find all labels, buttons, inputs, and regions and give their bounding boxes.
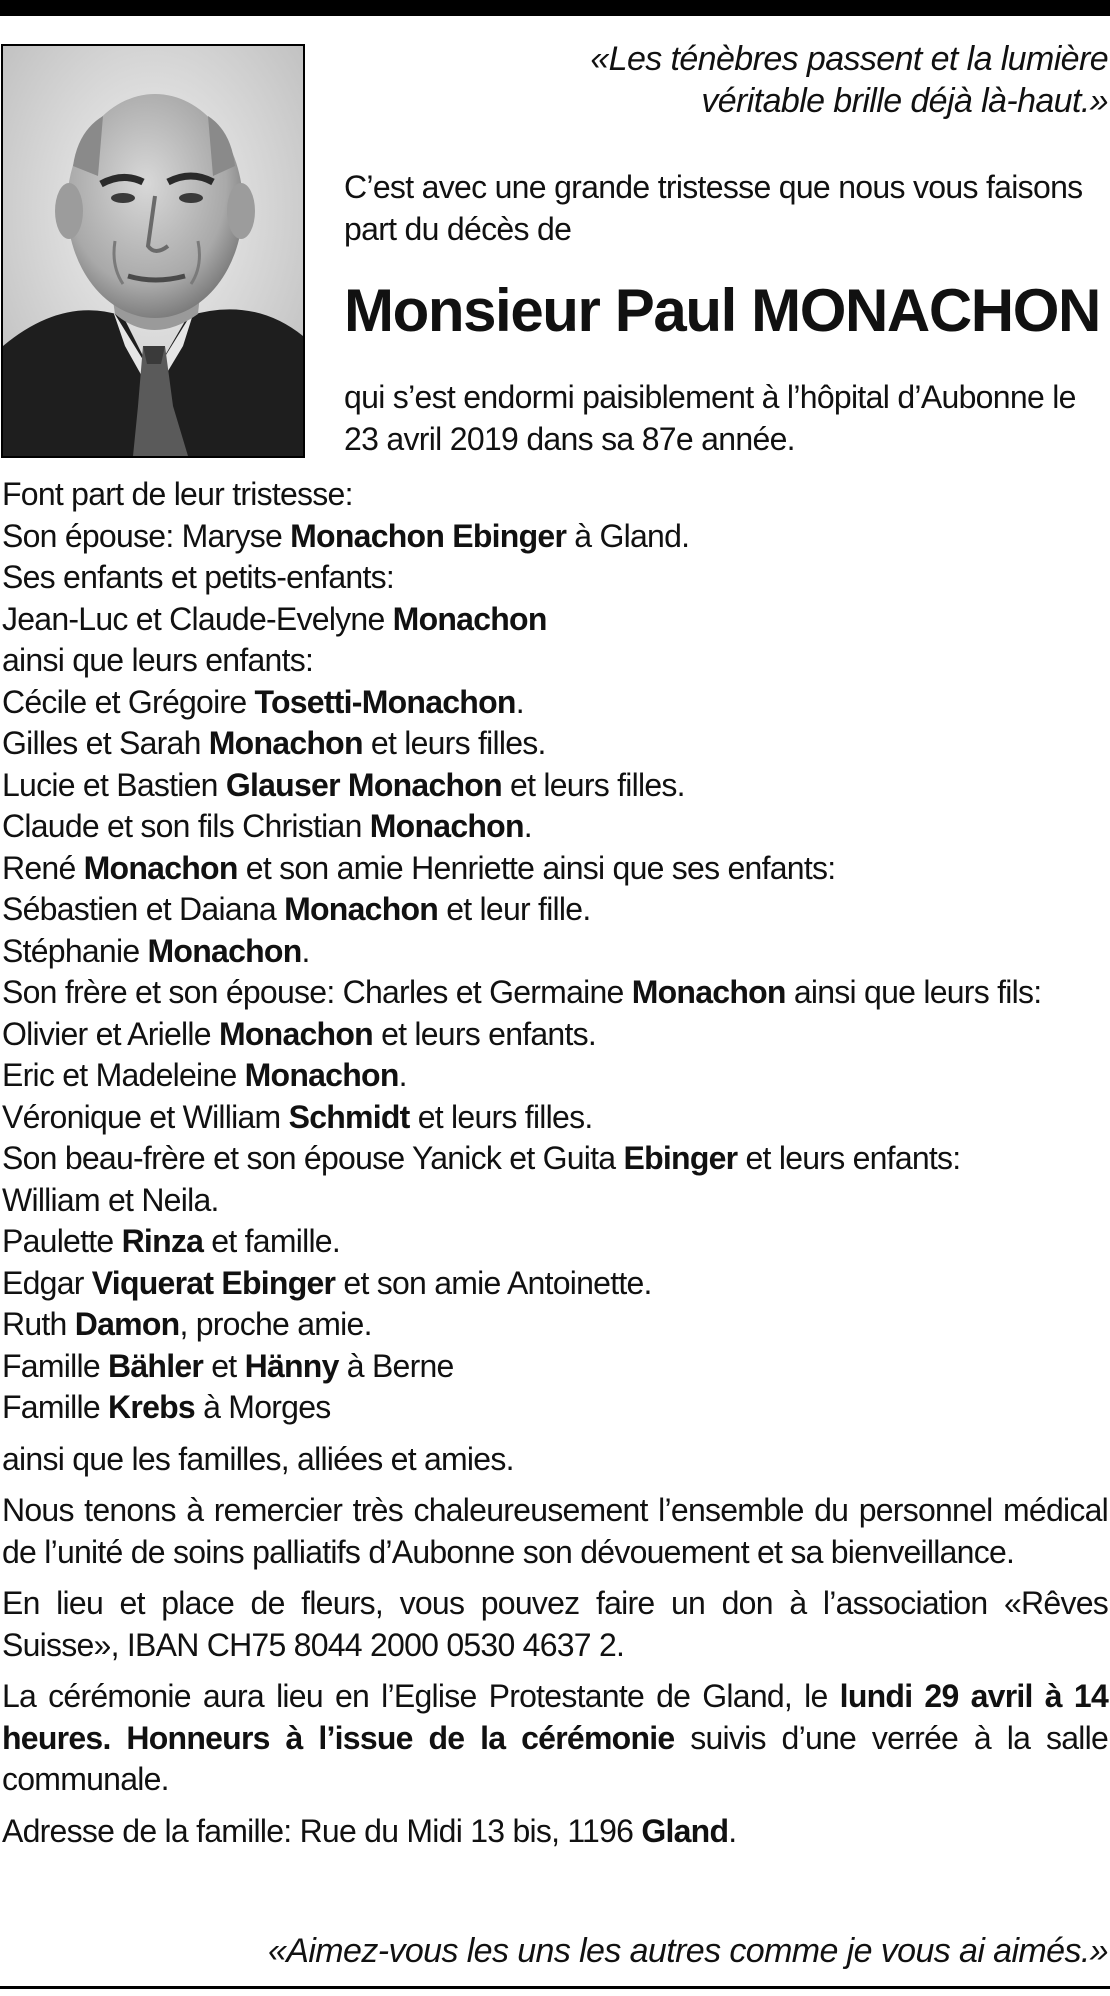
text-run: Jean-Luc et Claude-Evelyne <box>2 600 393 637</box>
bold-name-text: Glauser Monachon <box>225 766 502 803</box>
bold-name-text: Monachon <box>369 808 524 844</box>
bold-name-text: Hänny <box>244 1347 339 1384</box>
family-line <box>2 1263 1108 1305</box>
family-line <box>2 931 1108 973</box>
family-line <box>2 1304 1108 1346</box>
bold-name-text: Monachon <box>631 974 786 1010</box>
text-run: . <box>398 1057 407 1093</box>
text-run: Gilles et Sarah <box>2 725 209 761</box>
bold-name-text: Monachon <box>147 932 302 969</box>
allied-families: ainsi que les familles, alliées et amies. <box>2 1440 514 1477</box>
text-run: Ruth <box>2 1306 75 1342</box>
family-line <box>2 889 1108 931</box>
text-run: Famille <box>2 1347 109 1384</box>
text-run: . <box>515 683 524 720</box>
opening-quote-line-1: «Les ténèbres passent et la lumière <box>590 40 1108 78</box>
family-line <box>2 1346 1108 1388</box>
bold-name-text: Damon <box>74 1306 180 1342</box>
closing-quote: «Aimez-vous les uns les autres comme je vous ai aimés.» <box>267 1932 1108 1970</box>
text-run: Son beau-frère et son épouse Yanick et Guita <box>2 1140 624 1176</box>
family-list <box>2 474 1108 1429</box>
family-line <box>2 848 1108 890</box>
family-line <box>2 682 1108 724</box>
bold-name-text: Monachon <box>392 600 547 637</box>
family-line <box>2 516 1108 558</box>
text-run: Paulette <box>2 1223 122 1259</box>
bold-name-text: Krebs <box>108 1389 195 1425</box>
family-line <box>2 474 1108 516</box>
bold-name-text: Monachon Ebinger <box>290 517 567 554</box>
text-run: et <box>203 1347 245 1384</box>
text-run: . <box>301 932 310 969</box>
text-run: Sébastien et Daiana <box>2 891 285 927</box>
text-run: René <box>2 849 84 886</box>
family-line <box>2 640 1108 682</box>
bold-name-text: Viquerat Ebinger <box>91 1264 336 1301</box>
text-run: William et Neila. <box>2 1181 219 1218</box>
family-address <box>2 1811 1108 1853</box>
opening-quote-line-2: véritable brille déjà là-haut.» <box>701 82 1108 120</box>
bold-name-text: Monachon <box>284 891 439 927</box>
bold-name-text: Gland <box>641 1812 729 1849</box>
portrait-illustration <box>3 46 303 456</box>
text-run: et son amie Antoinette. <box>335 1264 652 1301</box>
family-line <box>2 806 1108 848</box>
text-run: Olivier et Arielle <box>2 1015 219 1052</box>
text-run: et famille. <box>203 1223 340 1259</box>
text-run: Ses enfants et petits-enfants: <box>2 559 394 595</box>
deceased-name: Monsieur Paul MONACHON <box>344 277 1100 344</box>
spacer <box>2 1429 1108 1439</box>
donation-paragraph: En lieu et place de fleurs, vous pouvez faire un don à l’association «Rêves Suisse», IBAN CH75 8044 2000 0530 4637 2. <box>2 1585 1108 1663</box>
text-run: et leur fille. <box>438 891 591 927</box>
bold-name-text: Rinza <box>121 1223 204 1259</box>
family-line <box>2 723 1108 765</box>
text-run: ainsi que leurs enfants: <box>2 642 314 678</box>
text-run: ainsi que leurs fils: <box>785 974 1042 1010</box>
family-line <box>2 557 1108 599</box>
bold-name-text: Ebinger <box>623 1140 738 1176</box>
family-line <box>2 1097 1108 1139</box>
text-run: Adresse de la famille: Rue du Midi 13 bis, 1196 <box>2 1812 642 1849</box>
opening-quote <box>408 38 1108 122</box>
family-line <box>2 1221 1108 1263</box>
bold-name-text: Tosetti-Monachon <box>254 683 516 720</box>
bottom-rule <box>0 1986 1110 1989</box>
family-line <box>2 1055 1108 1097</box>
ceremony-paragraph <box>2 1676 1108 1801</box>
family-line <box>2 972 1108 1014</box>
text-run: et leurs enfants: <box>737 1140 961 1176</box>
text-run: et leurs filles. <box>501 766 685 803</box>
text-run: à Gland. <box>566 517 690 554</box>
bold-name-text: Monachon <box>244 1057 399 1093</box>
bold-name-text: Schmidt <box>288 1098 410 1135</box>
announcement-intro: C’est avec une grande tristesse que nous vous faisons part du décès de <box>344 169 1083 247</box>
family-line <box>2 1387 1108 1429</box>
bold-name-text: Monachon <box>83 849 238 886</box>
family-line <box>2 1180 1108 1222</box>
family-line <box>2 1014 1108 1056</box>
top-rule <box>0 0 1110 16</box>
text-run: Eric et Madeleine <box>2 1057 245 1093</box>
bold-name-text: Monachon <box>218 1015 373 1052</box>
text-run: et leurs filles. <box>362 725 546 761</box>
text-run: Famille <box>2 1389 109 1425</box>
text-run: , proche amie. <box>179 1306 372 1342</box>
portrait-photo <box>1 44 305 458</box>
text-run: et leurs enfants. <box>372 1015 596 1052</box>
text-run: Stéphanie <box>2 932 148 969</box>
family-line <box>2 599 1108 641</box>
text-run: . <box>523 808 532 844</box>
text-run: et leurs filles. <box>409 1098 593 1135</box>
text-run: et son amie Henriette ainsi que ses enfants: <box>237 849 836 886</box>
obituary-body <box>2 474 1108 1852</box>
text-run: Véronique et William <box>2 1098 289 1135</box>
text-run: Son épouse: Maryse <box>2 517 291 554</box>
text-run: Lucie et Bastien <box>2 766 226 803</box>
text-run: Claude et son fils Christian <box>2 808 370 844</box>
text-run: à Berne <box>338 1347 454 1384</box>
bold-name-text: Monachon <box>208 725 363 761</box>
family-line <box>2 765 1108 807</box>
bold-name-text: Bähler <box>108 1347 204 1384</box>
bold-name-text: lundi 29 avril à 14 heures. Honneurs à l’issue de la cérémonie <box>2 1678 1109 1756</box>
text-run: Edgar <box>2 1264 92 1301</box>
family-line <box>2 1138 1108 1180</box>
text-run: suivis d’une verrée à la salle communale. <box>2 1719 1109 1797</box>
death-details: qui s’est endormi paisiblement à l’hôpital d’Aubonne le 23 avril 2019 dans sa 87e année. <box>344 379 1076 457</box>
text-run: à Morges <box>194 1389 331 1425</box>
text-run: Cécile et Grégoire <box>2 683 255 720</box>
text-run: . <box>728 1812 737 1849</box>
text-run: Font part de leur tristesse: <box>2 476 353 512</box>
thanks-paragraph: Nous tenons à remercier très chaleureusement l’ensemble du personnel médical de l’unité de soins palliatifs d’Aubonne son dévouement et sa bienveillance. <box>2 1492 1108 1570</box>
text-run: La cérémonie aura lieu en l’Eglise Protestante de Gland, le <box>2 1678 840 1714</box>
text-run: Son frère et son épouse: Charles et Germaine <box>2 974 632 1010</box>
